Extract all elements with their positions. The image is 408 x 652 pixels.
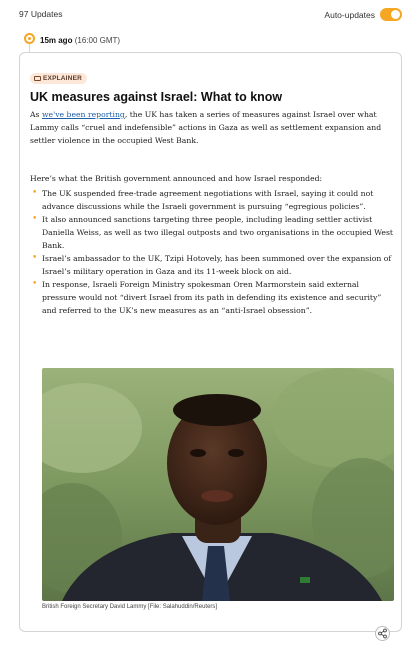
photo-caption: British Foreign Secretary David Lammy [File: Salahuddin/Reuters]	[42, 604, 218, 610]
list-item-text: In response, Israeli Foreign Ministry spokesman Oren Marmorstein said external pressure would not “divert Israel from its path in defending its existence and security” and referred to the UK’s new measures as an “anti-Israel obsession”.	[42, 280, 382, 315]
bullet-icon: •	[32, 253, 38, 263]
article-photo	[42, 368, 394, 601]
live-blog-header	[0, 0, 408, 30]
updates-count: 97 Updates	[19, 9, 63, 19]
share-icon	[376, 627, 389, 640]
tag-icon	[34, 76, 41, 81]
bullet-icon: •	[32, 279, 38, 289]
list-item	[32, 252, 394, 278]
photo-illustration	[42, 368, 394, 601]
list-item-text: It also announced sanctions targeting three people, including leading settler activist Daniella Weiss, as well as two illegal outposts and two organisations in the occupied West Bank.	[42, 215, 393, 250]
measures-list	[32, 187, 394, 317]
toggle-knob	[391, 10, 400, 19]
list-item	[32, 278, 394, 317]
update-timestamp	[40, 36, 120, 45]
reporting-link[interactable]: we've been reporting	[41, 110, 125, 119]
intro-paragraph	[30, 108, 392, 147]
intro-rest: , the UK has taken a series of measures against Israel over what Lammy calls “cruel and indefensible” actions in Gaza as well as settlement expansion and settler violence in the occupied West Bank.	[30, 110, 382, 145]
time-ago: 15m ago	[40, 36, 73, 45]
bullet-icon: •	[32, 188, 38, 198]
update-card	[19, 52, 402, 632]
lead-paragraph: Here’s what the British government announced and how Israel responded:	[30, 174, 323, 183]
auto-updates-label: Auto-updates	[324, 9, 375, 20]
list-item	[32, 187, 394, 213]
time-exact: (16:00 GMT)	[74, 36, 121, 45]
list-item-text: The UK suspended free-trade agreement negotiations with Israel, saying it could not advance discussions while the Israeli government is pursuing “egregious policies”.	[42, 189, 374, 211]
list-item	[32, 213, 394, 252]
badge-label: EXPLAINER	[43, 75, 83, 82]
list-item-text: Israel’s ambassador to the UK, Tzipi Hotovely, has been summoned over the expansion of Israel’s military operation in Gaza and its 11-week block on aid.	[42, 254, 392, 276]
intro-prefix: As	[30, 110, 42, 119]
bullet-icon: •	[32, 214, 38, 224]
auto-updates-toggle[interactable]	[380, 8, 402, 21]
share-button[interactable]	[375, 626, 390, 641]
explainer-badge	[30, 73, 87, 84]
update-title: UK measures against Israel: What to know	[30, 90, 283, 104]
timeline-dot-icon	[24, 33, 35, 44]
auto-updates-control	[324, 8, 402, 21]
